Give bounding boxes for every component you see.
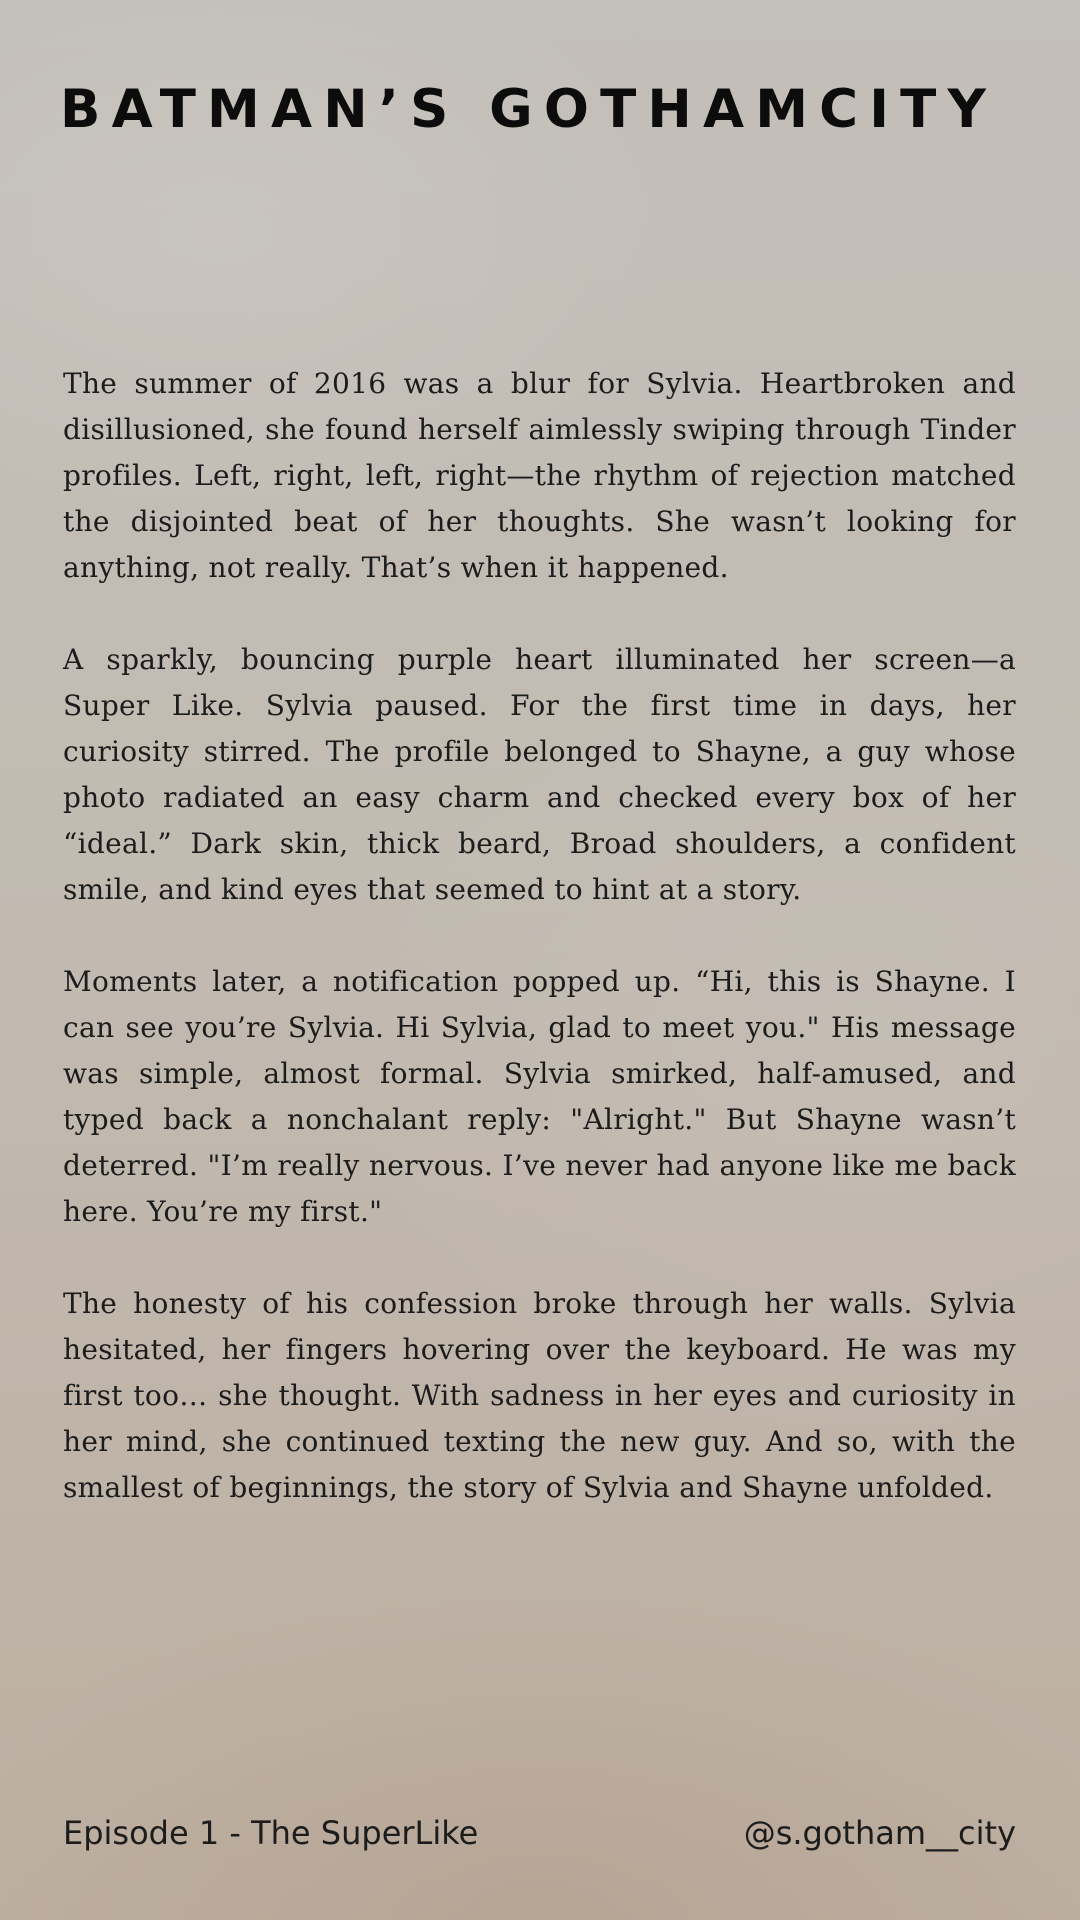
story-paragraph-2: A sparkly, bouncing purple heart illuminated her screen—a Super Like. Sylvia paused. For the first time in days, her curiosity stirred. The profile belonged to Shayne, a guy whose photo radiated an easy charm and checked every box of her “ideal.” Dark skin, thick beard, Broad shoulders, a confident smile, and kind eyes that seemed to hint at a story. xyxy=(63,643,1016,906)
episode-label: Episode 1 - The SuperLike xyxy=(63,1814,479,1852)
story-paragraph-4: The honesty of his confession broke through her walls. Sylvia hesitated, her fingers hovering over the keyboard. He was my first too… she thought. With sadness in her eyes and curiosity in her mind, she continued texting the new guy. And so, with the smallest of beginnings, the story of Sylvia and Shayne unfolded. xyxy=(63,1287,1016,1504)
story-paragraph-3: Moments later, a notification popped up. “Hi, this is Shayne. I can see you’re Sylvia. Hi Sylvia, glad to meet you." His message was simple, almost formal. Sylvia smirked, half-amused, and typed back a nonchalant reply: "Alright." But Shayne wasn’t deterred. "I’m really nervous. I’ve never had anyone like me back here. You’re my first." xyxy=(63,965,1016,1228)
page-footer xyxy=(63,1810,1016,1856)
story-paragraph-1: The summer of 2016 was a blur for Sylvia. Heartbroken and disillusioned, she found herself aimlessly swiping through Tinder profiles. Left, right, left, right—the rhythm of rejection matched the disjointed beat of her thoughts. She wasn’t looking for anything, not really. That’s when it happened. xyxy=(63,367,1016,584)
page-title: BATMAN’S GOTHAMCITY xyxy=(60,79,998,140)
social-handle: @s.gotham__city xyxy=(743,1814,1016,1852)
story-body xyxy=(63,361,1016,1557)
